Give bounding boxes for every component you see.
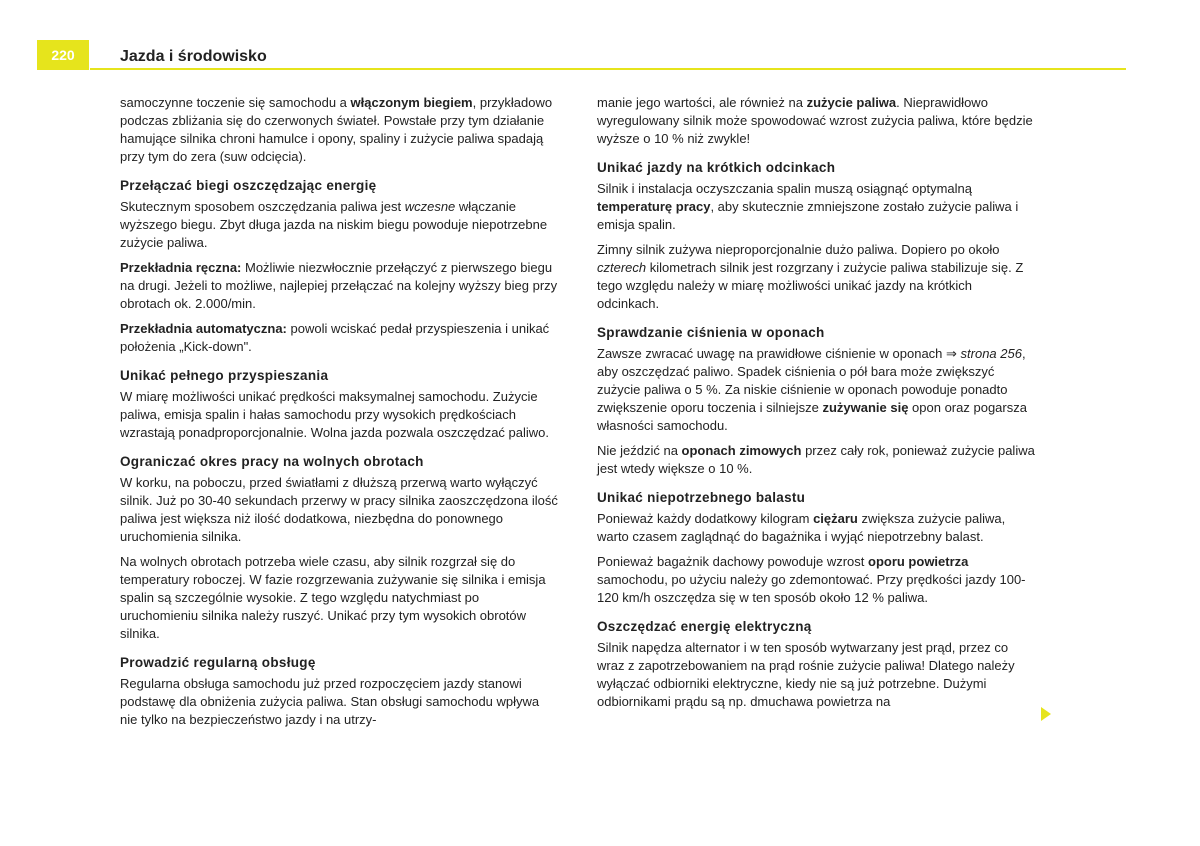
header-rule — [90, 68, 1126, 70]
paragraph: Na wolnych obrotach potrzeba wiele czasu, aby silnik rozgrzał się do temperatury roboczej. W fazie rozgrzewania zużywanie się silnika i emisja spalin są szczególnie wysokie. Z tego względu natychmiast po uruchomieniu silnika należy ruszyć. Unikać przy tym wysokich obrotów silnika. — [120, 554, 546, 641]
section-heading: Unikać niepotrzebnego balastu — [597, 490, 806, 505]
right-column — [597, 94, 1037, 718]
paragraph: Silnik napędza alternator i w ten sposób wytwarzany jest prąd, przez co wraz z zapotrzebowaniem na prąd rośnie zużycie paliwa! Dlatego należy wyłączać odbiorniki elektryczne, kiedy nie są już potrzebne. Dużymi odbiornikami prądu są np. dmuchawa powietrza na — [597, 640, 1015, 709]
continue-arrow-icon — [1041, 707, 1051, 721]
left-column — [120, 94, 560, 736]
page-number: 220 — [37, 40, 89, 70]
paragraph: W korku, na poboczu, przed światłami z dłuższą przerwą warto wyłączyć silnik. Już po 30-40 sekundach przerwy w pracy silnika zaoszczędzona ilość paliwa jest większa niż ilość dodatkowa, niezbędna do ponownego uruchomienia silnika. — [120, 475, 558, 544]
paragraph: manie jego wartości, ale również na zużycie paliwa. Nieprawidłowo wyregulowany silnik może spowodować wzrost zużycia paliwa, które będzie wyższe o 10 % niż zwykle! — [597, 95, 1033, 146]
section-heading: Przełączać biegi oszczędzając energię — [120, 178, 377, 193]
paragraph: Ponieważ bagażnik dachowy powoduje wzrost oporu powietrza samochodu, po użyciu należy go zdemontować. Przy prędkości jazdy 100-120 km/h oszczędza się w ten sposób około 12 % paliwa. — [597, 554, 1026, 605]
section-heading: Unikać pełnego przyspieszania — [120, 368, 329, 383]
section-heading: Oszczędzać energię elektryczną — [597, 619, 812, 634]
paragraph: Nie jeździć na oponach zimowych przez cały rok, ponieważ zużycie paliwa jest wtedy większe o 10 %. — [597, 443, 1035, 476]
section-heading: Ograniczać okres pracy na wolnych obrotach — [120, 454, 424, 469]
paragraph: Regularna obsługa samochodu już przed rozpoczęciem jazdy stanowi podstawę dla obniżenia zużycia paliwa. Stan obsługi samochodu wpływa nie tylko na bezpieczeństwo jazdy i na utrzy- — [120, 676, 540, 727]
paragraph: Skutecznym sposobem oszczędzania paliwa jest wczesne włączanie wyższego biegu. Zbyt długa jazda na niskim biegu powoduje niepotrzebne zużycie paliwa. — [120, 199, 548, 250]
section-heading: Sprawdzanie ciśnienia w oponach — [597, 325, 825, 340]
paragraph: samoczynne toczenie się samochodu a włączonym biegiem, przykładowo podczas zbliżania się do czerwonych świateł. Powstałe przy tym działanie hamujące silnika chroni hamulce i opony, spaliny i zużycie paliwa spadają przy tym do zera (suw odcięcia). — [120, 95, 553, 164]
paragraph: Przekładnia ręczna: Możliwie niezwłocznie przełączyć z pierwszego biegu na drugi. Jeżeli to możliwe, najlepiej przełączać na kolejny wyższy bieg przy obrotach ok. 2.000/min. — [120, 260, 558, 311]
section-heading: Unikać jazdy na krótkich odcinkach — [597, 160, 836, 175]
cross-reference-arrow: ⇒ — [946, 346, 961, 361]
chapter-title: Jazda i środowisko — [120, 48, 267, 65]
page-reference-link[interactable]: strona 256 — [960, 346, 1022, 361]
paragraph: W miarę możliwości unikać prędkości maksymalnej samochodu. Zużycie paliwa, emisja spalin i hałas samochodu przy wysokich prędkościach wzrastają ponadproporcjonalnie. Wolna jazda pozwala oszczędzać paliwo. — [120, 389, 550, 440]
section-heading: Prowadzić regularną obsługę — [120, 655, 316, 670]
paragraph: Ponieważ każdy dodatkowy kilogram ciężaru zwiększa zużycie paliwa, warto czasem zaglądnąć do bagażnika i wyjąć niepotrzebny balast. — [597, 511, 1006, 544]
paragraph: Silnik i instalacja oczyszczania spalin muszą osiągnąć optymalną temperaturę pracy, aby skutecznie zmniejszone zostało zużycie paliwa i emisja spalin. — [597, 181, 1019, 232]
paragraph: Zimny silnik zużywa nieproporcjonalnie dużo paliwa. Dopiero po około czterech kilometrach silnik jest rozgrzany i zużycie paliwa stabilizuje się. Z tego względu należy w miarę możliwości unikać jazdy na krótkich odcinkach. — [597, 242, 1024, 311]
paragraph: Przekładnia automatyczna: powoli wciskać pedał przyspieszenia i unikać położenia „Kick-down". — [120, 321, 550, 354]
paragraph: Zawsze zwracać uwagę na prawidłowe ciśnienie w oponach ⇒ strona 256, aby oszczędzać paliwo. Spadek ciśnienia o pół bara może zwiększyć zużycie paliwa o 5 %. Za niskie ciśnienie w oponach powoduje ponadto zwiększenie oporu toczenia i silniejsze zużywanie się opon oraz pogarsza własności samochodu. — [597, 346, 1027, 433]
